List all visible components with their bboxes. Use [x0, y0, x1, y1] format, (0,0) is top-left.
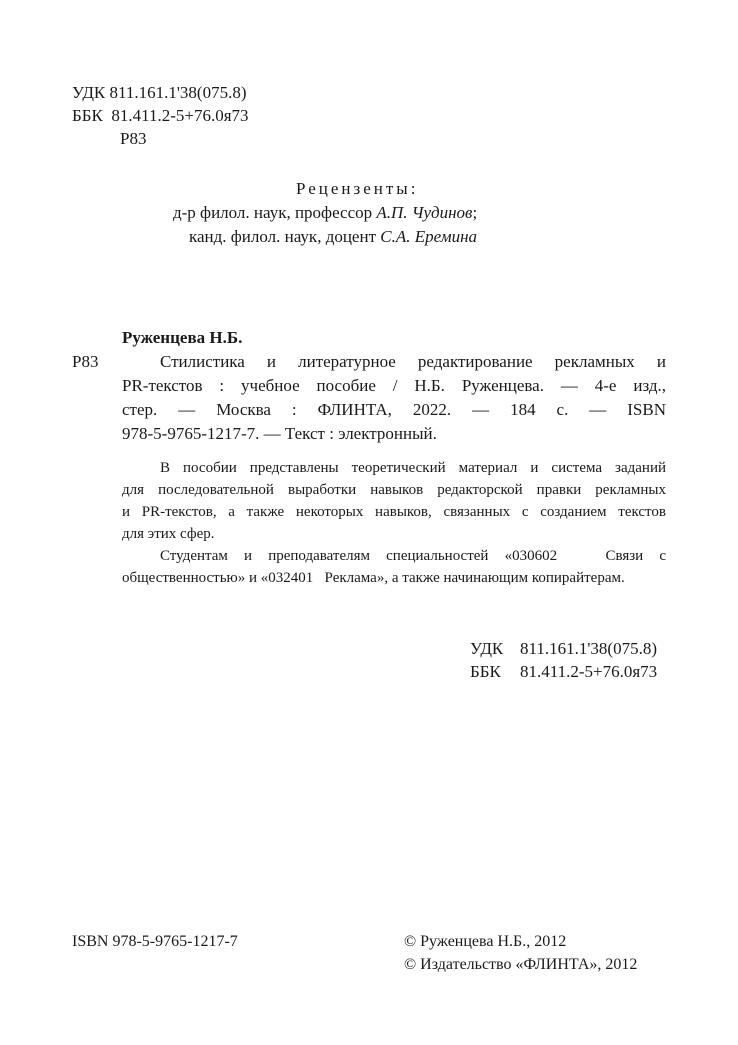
bbk-value: 81.411.2-5+76.0я73 — [520, 662, 658, 681]
header-author-code: Р83 — [120, 129, 147, 148]
annotation-line-5: Студентам и преподавателям специальностей «030602 Связи с — [160, 548, 666, 564]
footer-isbn: ISBN 978-5-9765-1217-7 — [72, 933, 238, 950]
bbk-label: ББК — [470, 662, 501, 681]
annotation-line-1: В пособии представлены теоретический материал и система заданий — [160, 460, 666, 476]
biblio-author: Руженцева Н.Б. — [122, 328, 243, 347]
copyright-publisher: © Издательство «ФЛИНТА», 2012 — [404, 956, 638, 973]
annotation-line-6: общественностью» и «032401 Реклама», а также начинающим копирайтерам. — [122, 570, 625, 586]
header-udk: УДК 811.161.1'38(075.8) — [72, 83, 247, 102]
reviewer-1-suffix: ; — [472, 203, 478, 222]
annotation-line-3: и PR-текстов, а также некоторых навыков, связанных с созданием текстов — [122, 504, 666, 520]
udk-value: 811.161.1'38(075.8) — [520, 639, 658, 658]
reviewer-2-title: канд. филол. наук, доцент — [189, 227, 381, 246]
annotation-line-4: для этих сфер. — [122, 526, 215, 542]
biblio-line-3: стер. — Москва : ФЛИНТА, 2022. — 184 с. — ISBN — [122, 400, 666, 419]
copyright-author: © Руженцева Н.Б., 2012 — [404, 933, 567, 950]
reviewer-1-name: А.П. Чудинов — [376, 203, 473, 222]
reviewer-1 — [173, 202, 477, 224]
header-bbk: ББК 81.411.2-5+76.0я73 — [72, 106, 249, 125]
biblio-line-4: 978-5-9765-1217-7. — Текст : электронный. — [122, 424, 437, 443]
reviewer-2 — [189, 226, 477, 248]
udk-label: УДК — [470, 639, 504, 658]
biblio-line-2: PR-текстов : учебное пособие / Н.Б. Руженцева. — 4-е изд., — [122, 376, 666, 395]
reviewer-2-name: С.А. Еремина — [380, 227, 478, 246]
biblio-line-1: Стилистика и литературное редактирование рекламных и — [160, 352, 666, 371]
annotation-line-2: для последовательной выработки навыков редакторской правки рекламных — [122, 482, 666, 498]
biblio-author-code: Р83 — [72, 352, 99, 371]
reviewer-1-title: д-р филол. наук, профессор — [173, 203, 377, 222]
reviewers-heading: Рецензенты: — [296, 179, 419, 198]
